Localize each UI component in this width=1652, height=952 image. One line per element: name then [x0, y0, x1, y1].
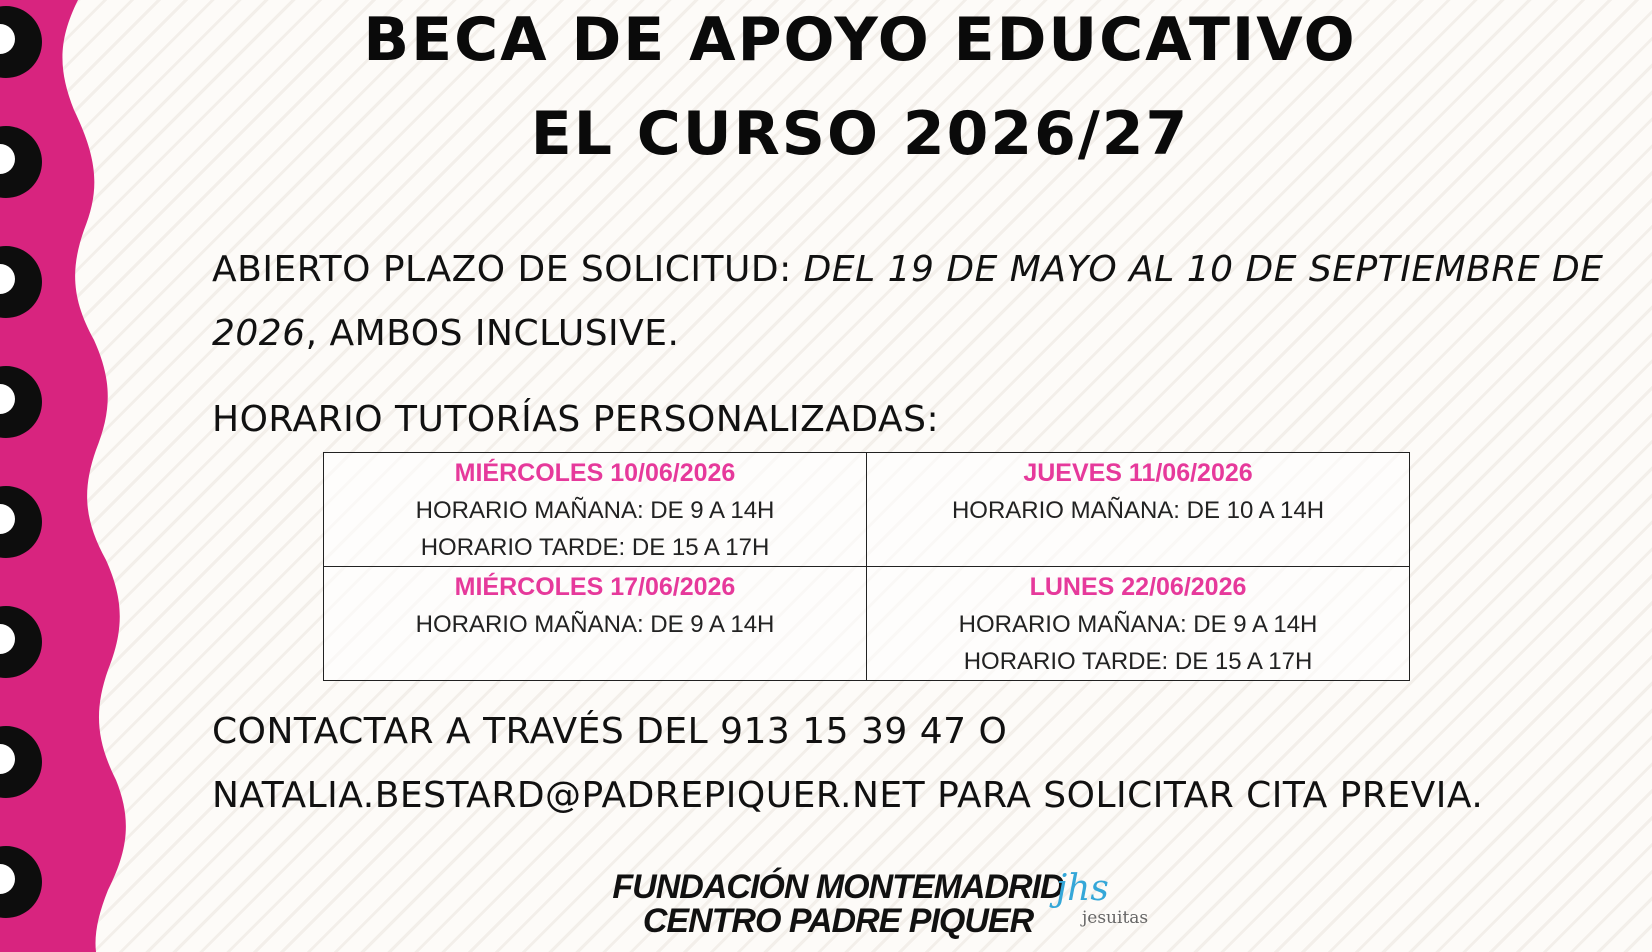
schedule-line: HORARIO TARDE: DE 15 A 17H	[420, 534, 770, 561]
plazo-label: ABIERTO PLAZO DE SOLICITUD:	[212, 249, 804, 290]
schedule-cell	[324, 567, 867, 681]
schedule-day: LUNES 22/06/2026	[1029, 573, 1247, 601]
schedule-row	[324, 453, 1410, 567]
plazo-dates: DEL 19 DE MAYO AL 10 DE SEPTIEMBRE DE 2026	[212, 249, 1604, 354]
schedule-line: HORARIO MAÑANA: DE 10 A 14H	[951, 497, 1325, 524]
contact-line-1: CONTACTAR A TRAVÉS DEL 913 15 39 47 O	[212, 711, 1008, 752]
horario-heading: HORARIO TUTORÍAS PERSONALIZADAS:	[212, 399, 940, 440]
contact-paragraph	[212, 700, 1622, 828]
schedule-cell	[324, 453, 867, 567]
title-line-2: EL CURSO 2026/27	[530, 99, 1190, 169]
schedule-cell	[867, 453, 1410, 567]
jesuitas-logo	[1050, 868, 1150, 934]
schedule-day: MIÉRCOLES 10/06/2026	[454, 459, 736, 487]
footer-line-1: FUNDACIÓN MONTEMADRID	[612, 868, 1064, 906]
plazo-paragraph	[212, 238, 1622, 366]
schedule-cell	[867, 567, 1410, 681]
schedule-line: HORARIO MAÑANA: DE 9 A 14H	[415, 611, 775, 638]
contact-line-2: NATALIA.BESTARD@PADREPIQUER.NET PARA SOLICITAR CITA PREVIA.	[212, 775, 1484, 816]
schedule-day: JUEVES 11/06/2026	[1023, 459, 1253, 487]
schedule-day: MIÉRCOLES 17/06/2026	[454, 573, 736, 601]
footer-line-2: CENTRO PADRE PIQUER	[642, 902, 1034, 940]
schedule-row	[324, 567, 1410, 681]
schedule-line: HORARIO MAÑANA: DE 9 A 14H	[415, 497, 775, 524]
footer-logo-text	[608, 870, 1068, 938]
jesuitas-label: jesuitas	[1082, 908, 1149, 928]
plazo-suffix: , AMBOS INCLUSIVE.	[305, 313, 680, 354]
title-line-1: BECA DE APOYO EDUCATIVO	[363, 5, 1357, 75]
notebook-spine	[0, 0, 140, 952]
schedule-table	[323, 452, 1410, 681]
schedule-line: HORARIO TARDE: DE 15 A 17H	[963, 648, 1313, 675]
schedule-line: HORARIO MAÑANA: DE 9 A 14H	[958, 611, 1318, 638]
jesuitas-mark-icon: jhs	[1056, 868, 1109, 909]
